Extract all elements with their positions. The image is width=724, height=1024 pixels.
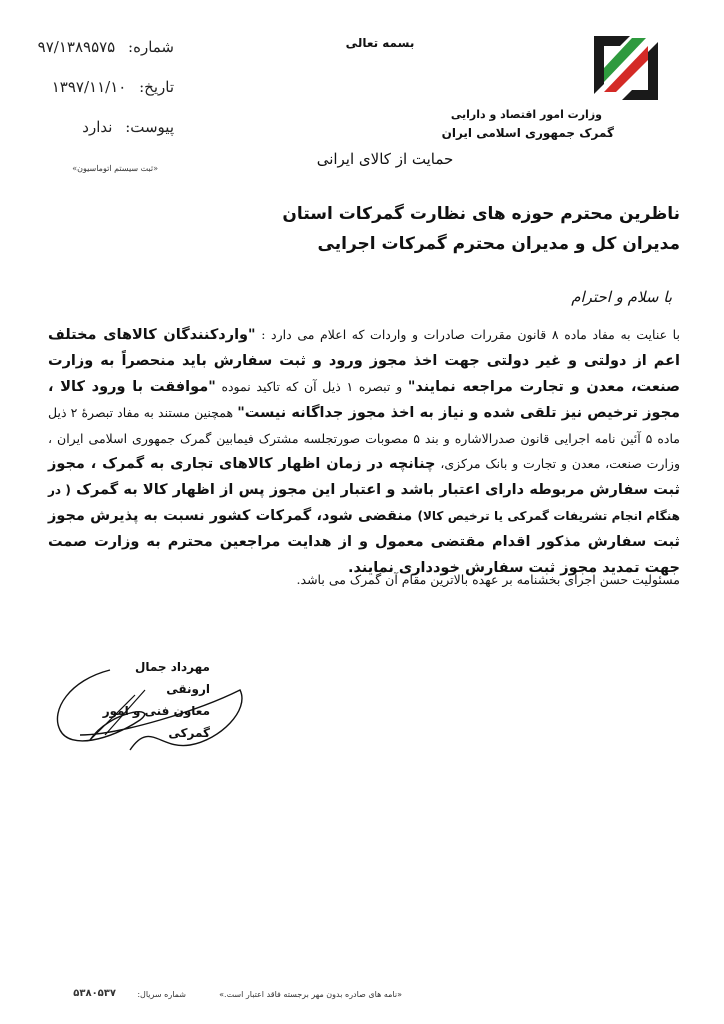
greeting: با سلام و احترام: [571, 288, 672, 306]
letter-number: [38, 38, 174, 56]
ministry-name: وزارت امور اقتصاد و دارایی: [450, 108, 602, 121]
letter-body: [48, 322, 680, 581]
letter-attachment-label: پیوست:: [125, 118, 174, 136]
letter-date: [52, 78, 174, 96]
body-quote-note-1: "موافقت با ورود کالا ، مجوز ترخیص نیز تلقی شده و نیاز به اخذ مجوز جداگانه نیست": [48, 379, 680, 421]
body-note-1: و تبصره ۱ ذیل آن که تاکید نموده: [215, 379, 408, 394]
serial-number: ۵۳۸۰۵۳۷: [73, 988, 116, 999]
signatory-title: معاون فنی و امور گمرکی: [102, 704, 210, 740]
letter-date-label: تاریخ:: [139, 78, 174, 96]
body-directive-parenthetical: ( در هنگام انجام تشریفات گمرکی یا ترخیص کالا): [48, 483, 680, 523]
closing-responsibility: مسئولیت حسن اجرای بخشنامه بر عهده بالاترین مقام آن گمرک می باشد.: [296, 572, 680, 587]
auto-registration-note: «ثبت سیستم اتوماسیون»: [72, 164, 158, 173]
signatory-name: مهرداد جمال ارونقی: [134, 660, 210, 696]
motto: حمایت از کالای ایرانی: [316, 150, 454, 168]
customs-logo-icon: [590, 32, 662, 104]
letter-attachment-value: ندارد: [82, 118, 113, 136]
letter-date-value: ۱۳۹۷/۱۱/۱۰: [51, 78, 127, 96]
body-quote-article-8: "واردکنندگان کالاهای مختلف اعم از دولتی و غیر دولتی جهت اخذ مجوز ورود و ثبت سفارش باید منحصراً به وزارت صنعت، معدن و تجارت مراجعه نمایند": [48, 327, 681, 395]
letter-attachment: [82, 118, 174, 136]
body-directive-part-1: چنانچه در زمان اظهار کالاهای تجاری به گمرک ، مجوز ثبت سفارش مربوطه دارای اعتبار باشد و اعتبار این مجوز پس از اظهار کالا به گمرک: [48, 456, 680, 498]
customs-name: گمرک جمهوری اسلامی ایران: [441, 126, 614, 140]
serial-label: شماره سریال:: [137, 990, 186, 999]
letter-number-value: ۹۷/۱۳۸۹۵۷۵: [37, 38, 116, 56]
stamp-notice: «نامه های صادره بدون مهر برجسته فاقد اعتبار است.»: [219, 990, 402, 999]
addressee-line-1: ناظرین محترم حوزه های نظارت گمرکات استان: [282, 204, 680, 224]
body-reference: همچنین مستند به مفاد تبصرهٔ ۲ ذیل ماده ۵ آئین نامه اجرایی قانون صدرالاشاره و بند ۵ مصوبات صورتجلسه مشترک فیمابین گمرک جمهوری اسلامی ایران ، وزارت صنعت، معدن و تجارت و بانک مرکزی،: [48, 405, 681, 471]
addressee-line-2: مدیران کل و مدیران محترم گمرکات اجرایی: [317, 234, 680, 254]
body-intro: با عنایت به مفاد ماده ۸ قانون مقررات صادرات و واردات که اعلام می دارد :: [255, 327, 680, 342]
signatory: [90, 656, 210, 744]
letter-number-label: شماره:: [128, 38, 174, 56]
bismillah-heading: بسمه تعالی: [345, 36, 415, 50]
body-directive-part-2: منقضی شود، گمرکات کشور نسبت به پذیرش مجوز ثبت سفارش مذکور اقدام مقتضی معمول و از هدایت مراجعین محترم به وزارت صمت جهت تمدید مجوز ثبت سفارش خودداری نمایند.: [48, 508, 680, 576]
